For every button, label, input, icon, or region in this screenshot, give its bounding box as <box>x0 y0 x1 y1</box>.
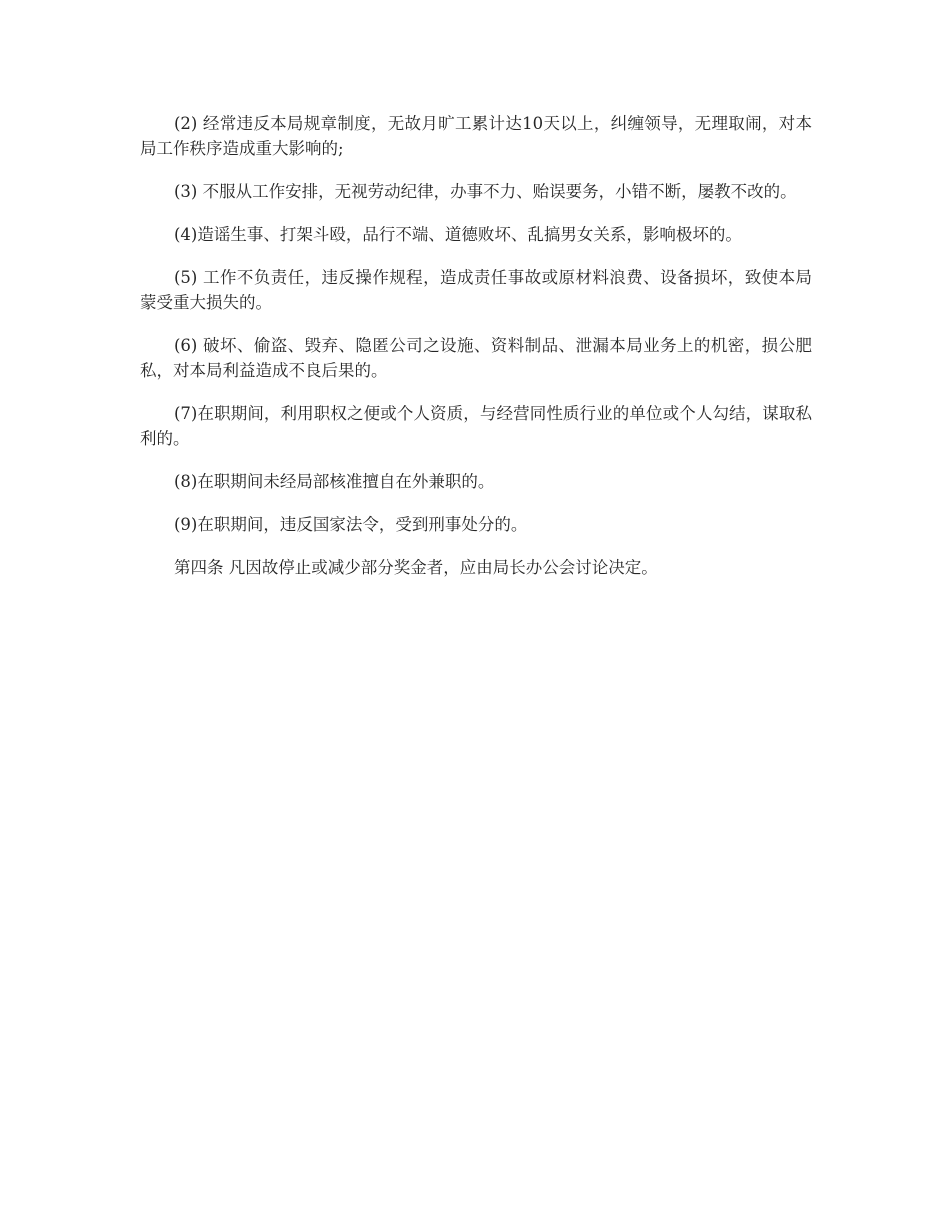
paragraph-item-4: (4)造谣生事、打架斗殴，品行不端、道德败坏、乱搞男女关系，影响极坏的。 <box>174 225 742 244</box>
paragraph-item-3: (3) 不服从工作安排，无视劳动纪律，办事不力、贻误要务，小错不断，屡教不改的。 <box>174 182 797 201</box>
paragraph-item-5: (5) 工作不负责任，违反操作规程，造成责任事故或原材料浪费、设备损坏，致使本局蒙受重大损失的。 <box>140 268 812 312</box>
paragraph-item-6: (6) 破坏、偷盗、毁弃、隐匿公司之设施、资料制品、泄漏本局业务上的机密，损公肥私，对本局利益造成不良后果的。 <box>140 336 812 380</box>
paragraph-item-7: (7)在职期间，利用职权之便或个人资质，与经营同性质行业的单位或个人勾结，谋取私利的。 <box>140 404 812 448</box>
document-body <box>140 111 812 598</box>
paragraph-item-2: (2) 经常违反本局规章制度，无故月旷工累计达10天以上，纠缠领导，无理取闹，对本局工作秩序造成重大影响的; <box>140 114 812 158</box>
paragraph-item-8: (8)在职期间未经局部核准擅自在外兼职的。 <box>174 472 495 491</box>
paragraph-item-9: (9)在职期间，违反国家法令，受到刑事处分的。 <box>174 515 528 534</box>
article-four-paragraph: 第四条 凡因故停止或减少部分奖金者，应由局长办公会讨论决定。 <box>174 558 658 577</box>
